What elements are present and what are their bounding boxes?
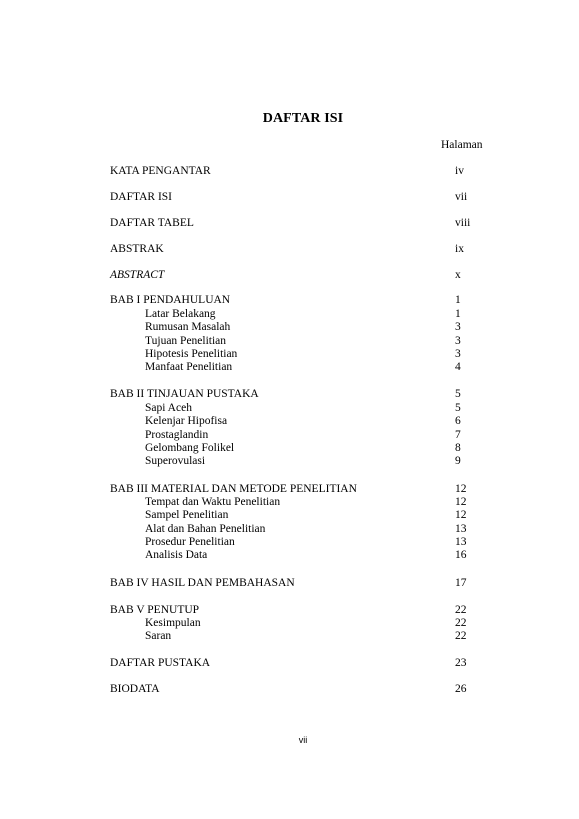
toc-entry-page: 6	[455, 415, 461, 428]
toc-subentry	[110, 335, 490, 348]
toc-entry-label: Prosedur Penelitian	[145, 536, 235, 549]
toc-entry-page: 3	[455, 334, 461, 347]
toc-subentry	[110, 523, 490, 536]
toc-entry-label: Tujuan Penelitian	[145, 334, 227, 347]
page-column-header: Halaman	[441, 139, 483, 151]
toc-entry	[110, 683, 490, 696]
toc-entry-label: Gelombang Folikel	[145, 442, 235, 455]
toc-entry-page: 22	[455, 630, 467, 643]
toc-entry-label: BAB II TINJAUAN PUSTAKA	[110, 388, 259, 401]
toc-entry-page: 1	[455, 307, 461, 320]
toc-entry-label: BAB IV HASIL DAN PEMBAHASAN	[110, 576, 295, 589]
toc-entry-page: 3	[455, 321, 461, 334]
toc-subentry	[110, 415, 490, 428]
toc-entry-page: 12	[455, 482, 467, 495]
toc-entry-page: 13	[455, 522, 467, 535]
toc-entry-page: 4	[455, 361, 461, 374]
toc-entry-page: 12	[455, 495, 467, 508]
toc-entry-label: BAB III MATERIAL DAN METODE PENELITIAN	[110, 482, 357, 495]
toc-chapter	[110, 577, 490, 590]
toc-entry-page: vii	[455, 190, 468, 203]
toc-subentry	[110, 429, 490, 442]
toc-entry	[110, 657, 490, 670]
toc-entry-label: ABSTRAK	[110, 242, 164, 255]
toc-entry-label: BIODATA	[110, 683, 160, 696]
toc-entry-page: 17	[455, 576, 467, 589]
toc-subentry	[110, 536, 490, 549]
toc-entry-label: Saran	[145, 630, 172, 643]
toc-subentry	[110, 630, 490, 643]
toc-entry-page: x	[455, 268, 461, 281]
toc-entry-page: 12	[455, 509, 467, 522]
toc-entry-label: Sapi Aceh	[145, 401, 192, 414]
toc-entry-label: Superovulasi	[145, 455, 206, 468]
toc-subentry	[110, 402, 490, 415]
toc-entry-label: BAB I PENDAHULUAN	[110, 294, 231, 307]
toc-entry	[110, 165, 490, 178]
toc-entry	[110, 217, 490, 230]
toc-chapter	[110, 604, 490, 617]
toc-entry	[110, 243, 490, 256]
toc-subentry	[110, 509, 490, 522]
toc-entry-page: 22	[455, 603, 467, 616]
toc-subentry	[110, 308, 490, 321]
toc-subentry	[110, 442, 490, 455]
toc-entry-page: 1	[455, 294, 461, 307]
toc-entry-label: DAFTAR PUSTAKA	[110, 657, 211, 670]
toc-entry-label: ABSTRACT	[110, 268, 165, 281]
toc-entry-page: 16	[455, 549, 467, 562]
toc-entry-page: 22	[455, 617, 467, 630]
toc-entry-label: Rumusan Masalah	[145, 321, 231, 334]
toc-entry-label: Analisis Data	[145, 549, 208, 562]
table-of-contents	[110, 160, 490, 697]
toc-subentry	[110, 496, 490, 509]
toc-entry-label: BAB V PENUTUP	[110, 603, 200, 616]
toc-subentry	[110, 348, 490, 361]
toc-chapter	[110, 388, 490, 401]
toc-entry	[110, 269, 490, 282]
toc-entry-page: 13	[455, 536, 467, 549]
toc-entry-label: Latar Belakang	[145, 307, 216, 320]
toc-entry-label: Sampel Penelitian	[145, 509, 229, 522]
toc-entry-label: Kelenjar Hipofisa	[145, 415, 228, 428]
toc-entry-page: viii	[455, 216, 471, 229]
toc-chapter	[110, 483, 490, 496]
toc-entry-label: DAFTAR ISI	[110, 190, 173, 203]
toc-subentry	[110, 361, 490, 374]
toc-subentry	[110, 455, 490, 468]
toc-subentry	[110, 321, 490, 334]
toc-entry-page: 3	[455, 348, 461, 361]
toc-entry	[110, 191, 490, 204]
toc-entry-page: iv	[455, 165, 464, 177]
toc-entry-label: DAFTAR TABEL	[110, 216, 194, 229]
toc-entry-label: Kesimpulan	[145, 617, 201, 630]
toc-entry-label: Tempat dan Waktu Penelitian	[145, 495, 281, 508]
toc-entry-label: Prostaglandin	[145, 428, 209, 441]
toc-entry-page: ix	[455, 242, 464, 255]
footer-page-number: vii	[298, 735, 308, 745]
toc-subentry	[110, 549, 490, 562]
toc-entry-page: 8	[455, 442, 461, 455]
toc-subentry	[110, 617, 490, 630]
toc-entry-label: KATA PENGANTAR	[110, 165, 211, 177]
toc-entry-label: Manfaat Penelitian	[145, 361, 233, 374]
toc-entry-page: 26	[455, 683, 467, 696]
toc-entry-page: 9	[455, 455, 461, 468]
toc-entry-page: 23	[455, 657, 467, 670]
toc-entry-label: Hipotesis Penelitian	[145, 348, 238, 361]
toc-chapter	[110, 294, 490, 307]
toc-entry-page: 5	[455, 401, 461, 414]
page-title: DAFTAR ISI	[262, 111, 344, 126]
toc-entry-label: Alat dan Bahan Penelitian	[145, 522, 266, 535]
toc-entry-page: 5	[455, 388, 461, 401]
toc-entry-page: 7	[455, 428, 461, 441]
